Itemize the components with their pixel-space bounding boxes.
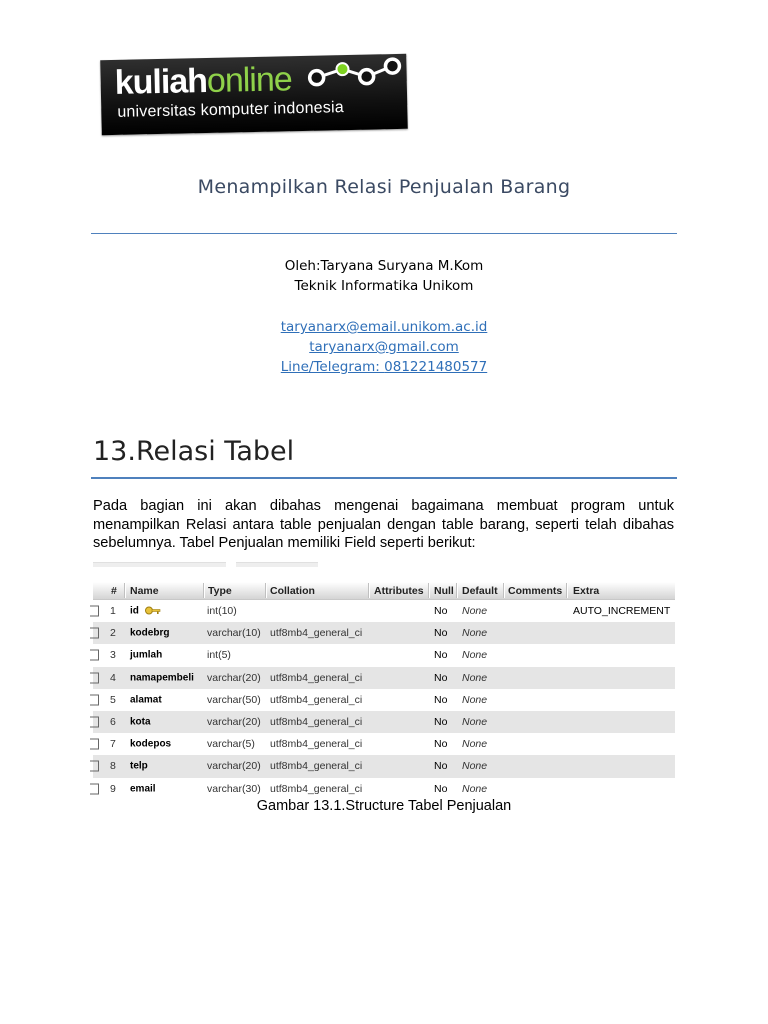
row-checkbox[interactable] bbox=[90, 739, 99, 750]
field-name[interactable]: kodepos bbox=[130, 738, 172, 750]
primary-key-icon bbox=[145, 606, 161, 616]
col-header-collation[interactable]: Collation bbox=[270, 584, 315, 597]
section-heading: 13.Relasi Tabel bbox=[93, 436, 295, 467]
phpmyadmin-tab-strip-left bbox=[93, 562, 226, 567]
field-name[interactable]: namapembeli bbox=[130, 672, 194, 684]
row-checkbox[interactable] bbox=[90, 606, 99, 617]
table-row: 6 kota varchar(20) utf8mb4_general_ci No None bbox=[93, 711, 675, 733]
col-header-default[interactable]: Default bbox=[462, 584, 498, 597]
row-checkbox[interactable] bbox=[90, 628, 99, 639]
field-name[interactable]: id bbox=[130, 605, 139, 617]
field-name[interactable]: alamat bbox=[130, 694, 162, 706]
title-divider bbox=[91, 233, 677, 234]
document-title: Menampilkan Relasi Penjualan Barang bbox=[197, 176, 571, 198]
table-row: 2 kodebrg varchar(10) utf8mb4_general_ci No None bbox=[93, 622, 675, 644]
author-name: Oleh:Taryana Suryana M.Kom bbox=[284, 258, 484, 274]
field-name[interactable]: kodebrg bbox=[130, 627, 170, 639]
line-telegram-number[interactable]: 081221480577 bbox=[384, 359, 488, 375]
row-checkbox[interactable] bbox=[90, 694, 99, 705]
row-checkbox[interactable] bbox=[90, 672, 99, 683]
table-row: 9 email varchar(30) utf8mb4_general_ci No None bbox=[93, 778, 675, 800]
intro-paragraph: Pada bagian ini akan dibahas mengenai bagaimana membuat program untuk menampilkan Relasi antara table penjualan dengan table barang, seperti telah dibahas sebelumnya. Tabel Penjualan memiliki Field seperti berikut: bbox=[93, 498, 674, 551]
email-link-unikom[interactable]: taryanarx@email.unikom.ac.id bbox=[280, 319, 488, 335]
table-row: 3 jumlah int(5) No None bbox=[93, 644, 675, 666]
table-row: 1 id int(10) No None AUTO_INCREMENT bbox=[93, 600, 675, 622]
table-structure-screenshot bbox=[93, 582, 675, 800]
author-department: Teknik Informatika Unikom bbox=[294, 278, 474, 294]
logo-subtitle: universitas komputer indonesia bbox=[117, 99, 345, 121]
phpmyadmin-tab-strip-right bbox=[236, 562, 318, 567]
col-header-name[interactable]: Name bbox=[130, 584, 159, 597]
row-checkbox[interactable] bbox=[90, 761, 99, 772]
col-header-null[interactable]: Null bbox=[434, 584, 454, 597]
table-row: 5 alamat varchar(50) utf8mb4_general_ci No None bbox=[93, 689, 675, 711]
email-link-gmail[interactable]: taryanarx@gmail.com bbox=[309, 339, 459, 355]
line-telegram-label: Line/Telegram: bbox=[280, 359, 385, 375]
author-block bbox=[0, 256, 768, 296]
line-telegram-contact[interactable] bbox=[0, 357, 768, 377]
field-name[interactable]: kota bbox=[130, 716, 151, 728]
col-header-extra[interactable]: Extra bbox=[573, 584, 600, 597]
kuliahonline-logo bbox=[100, 54, 408, 135]
row-checkbox[interactable] bbox=[90, 717, 99, 728]
table-header-row bbox=[93, 582, 675, 600]
col-header-type[interactable]: Type bbox=[208, 584, 232, 597]
col-header-num[interactable]: # bbox=[111, 584, 117, 597]
col-header-attributes[interactable]: Attributes bbox=[374, 584, 424, 597]
field-name[interactable]: email bbox=[130, 783, 156, 795]
table-row: 8 telp varchar(20) utf8mb4_general_ci No None bbox=[93, 755, 675, 777]
field-name[interactable]: telp bbox=[130, 760, 148, 772]
col-header-comments[interactable]: Comments bbox=[508, 584, 563, 597]
table-row: 7 kodepos varchar(5) utf8mb4_general_ci No None bbox=[93, 733, 675, 755]
heading-divider bbox=[91, 477, 677, 479]
contact-block bbox=[0, 317, 768, 377]
row-checkbox[interactable] bbox=[90, 783, 99, 794]
logo-molecule-icon bbox=[304, 56, 405, 98]
field-name[interactable]: jumlah bbox=[130, 649, 163, 661]
row-checkbox[interactable] bbox=[90, 650, 99, 661]
table-row: 4 namapembeli varchar(20) utf8mb4_general_ci No None bbox=[93, 667, 675, 689]
figure-caption: Gambar 13.1.Structure Tabel Penjualan bbox=[256, 798, 512, 814]
logo-wordmark: kuliahonline bbox=[114, 60, 293, 102]
